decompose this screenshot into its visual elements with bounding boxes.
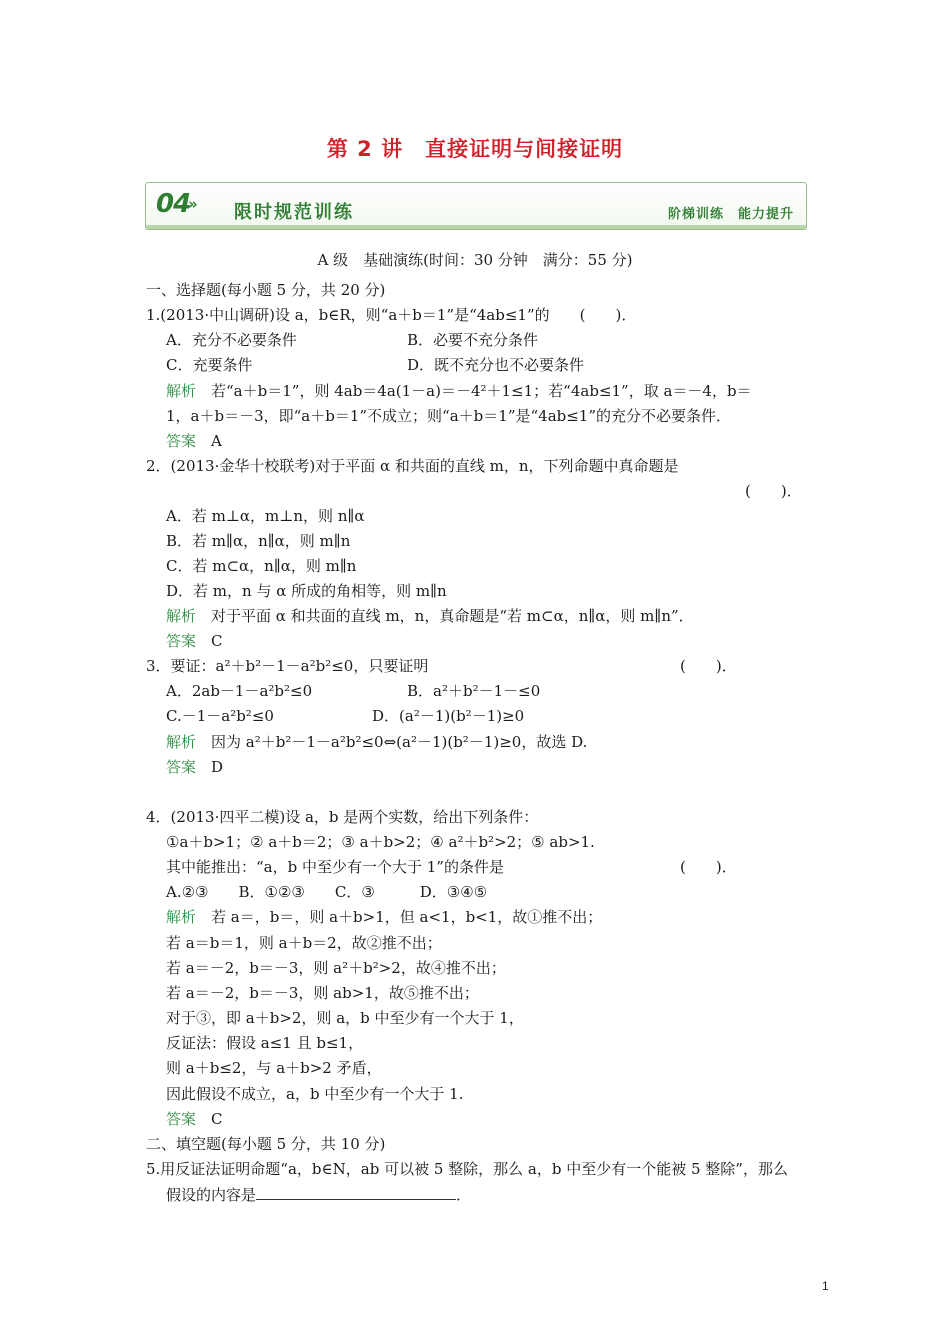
- line-text: D: [196, 758, 224, 776]
- answer-blank[interactable]: [256, 1185, 456, 1200]
- answer-label: 答案: [166, 758, 197, 776]
- text-line: [166, 958, 506, 978]
- line-text: 若 a＝－2，b＝－3，则 ab>1，故⑤推不出；: [166, 984, 479, 1002]
- text-line: [680, 857, 737, 877]
- level-subheading: A 级 基础演练(时间：30 分钟 满分：55 分): [317, 251, 633, 269]
- line-text: ( )．: [680, 657, 737, 675]
- text-line: [166, 381, 752, 401]
- text-line: [166, 681, 312, 701]
- text-line: [166, 631, 223, 651]
- line-text: A．若 m⊥α，m⊥n，则 n∥α: [166, 507, 365, 525]
- text-line: [166, 732, 587, 752]
- banner-subtitle: 阶梯训练 能力提升: [667, 207, 794, 222]
- text-line: [166, 581, 447, 601]
- line-text: 1.(2013·中山调研)设 a，b∈R，则“a＋b＝1”是“4ab≤1”的 ( )．: [146, 306, 637, 324]
- line-text: C．若 m⊂α，n∥α，则 m∥n: [166, 557, 357, 575]
- text-line: [166, 907, 602, 927]
- line-text: 二、填空题(每小题 5 分，共 10 分): [146, 1135, 386, 1153]
- text-line: [166, 857, 504, 877]
- text-line: [166, 1084, 463, 1104]
- line-text: A．2ab－1－a²b²≤0: [166, 682, 313, 700]
- text-line: [166, 406, 731, 426]
- text-line: [166, 1109, 223, 1129]
- line-text: B．a²＋b²－1－≤0: [407, 682, 541, 700]
- line-text: 其中能推出：“a，b 中至少有一个大于 1”的条件是: [166, 858, 504, 876]
- text-line: [146, 280, 385, 300]
- text-line: [166, 882, 487, 902]
- line-text: ( )．: [680, 858, 737, 876]
- line-text: 对于③，即 a＋b>2，则 a，b 中至少有一个大于 1，: [166, 1009, 524, 1027]
- text-line: [166, 506, 365, 526]
- analysis-label: 解析: [166, 733, 197, 751]
- line-tail: ．: [456, 1186, 472, 1204]
- text-line: [146, 656, 428, 676]
- page-number: 1: [822, 1279, 829, 1293]
- line-text: ( )．: [745, 482, 802, 500]
- text-line: [166, 606, 694, 626]
- banner-stripe: [146, 225, 806, 229]
- page-title: 第 2 讲 直接证明与间接证明: [326, 137, 624, 161]
- text-line: [166, 1033, 363, 1053]
- analysis-label: 解析: [166, 607, 197, 625]
- line-text: 反证法：假设 a≤1 且 b≤1，: [166, 1034, 364, 1052]
- line-text: B．若 m∥α，n∥α，则 m∥n: [166, 532, 351, 550]
- text-line: [407, 681, 540, 701]
- text-line: [166, 531, 350, 551]
- line-text: 若“a＋b＝1”，则 4ab＝4a(1－a)＝－4²＋1≤1；若“4ab≤1”，取 a＝－4，b＝: [196, 382, 752, 400]
- text-line: [166, 832, 595, 852]
- line-text: 对于平面 α 和共面的直线 m，n，真命题是“若 m⊂α，n∥α，则 m∥n”．: [196, 607, 694, 625]
- line-text: 若 a＝－2，b＝－3，则 a²＋b²>2，故④推不出；: [166, 959, 506, 977]
- answer-label: 答案: [166, 432, 197, 450]
- line-text: 则 a＋b≤2，与 a＋b>2 矛盾，: [166, 1059, 382, 1077]
- text-line: [407, 355, 584, 375]
- text-line: [146, 456, 679, 476]
- text-line: [166, 1058, 382, 1078]
- line-text: B．必要不充分条件: [407, 331, 539, 349]
- section-banner: [145, 182, 807, 230]
- line-text: 5.用反证法证明命题“a，b∈N，ab 可以被 5 整除，那么 a，b 中至少有一个能被 5 整除”，那么: [146, 1160, 788, 1178]
- line-text: ①a＋b>1；② a＋b＝2；③ a＋b>2；④ a²＋b²>2；⑤ ab>1.: [166, 833, 595, 851]
- double-arrow-icon: »: [188, 195, 198, 213]
- text-line: [372, 706, 524, 726]
- line-text: A.②③ B．①②③ C．③ D．③④⑤: [166, 883, 488, 901]
- text-line: [166, 757, 223, 777]
- line-text: C.－1－a²b²≤0: [166, 707, 274, 725]
- text-line: [166, 556, 356, 576]
- line-text: 因此假设不成立，a，b 中至少有一个大于 1.: [166, 1085, 464, 1103]
- line-text: 一、选择题(每小题 5 分，共 20 分): [146, 281, 386, 299]
- text-line: [166, 355, 252, 375]
- line-text: C: [196, 1110, 223, 1128]
- banner-number: 04: [156, 189, 191, 219]
- line-text: 4．(2013·四平二模)设 a，b 是两个实数，给出下列条件：: [146, 808, 539, 826]
- banner-title: 限时规范训练: [234, 202, 354, 223]
- text-line: [407, 330, 538, 350]
- line-text: C: [196, 632, 223, 650]
- text-line: [166, 330, 297, 350]
- text-line: [166, 983, 479, 1003]
- line-text: 若 a＝b＝1，则 a＋b＝2，故②推不出；: [166, 934, 442, 952]
- line-text: D．(a²－1)(b²－1)≥0: [372, 707, 525, 725]
- line-text: D．既不充分也不必要条件: [407, 356, 585, 374]
- line-text: 因为 a²＋b²－1－a²b²≤0⇔(a²－1)(b²－1)≥0，故选 D.: [196, 733, 588, 751]
- analysis-label: 解析: [166, 382, 197, 400]
- text-line: [146, 1159, 788, 1179]
- text-line: [166, 1008, 524, 1028]
- line-text: 1，a＋b＝－3，即“a＋b＝1”不成立；则“a＋b＝1”是“4ab≤1”的充分不必要条件．: [166, 407, 732, 425]
- line-text: 若 a＝，b＝，则 a＋b>1，但 a<1，b<1，故①推不出；: [196, 908, 603, 926]
- line-text: C．充要条件: [166, 356, 253, 374]
- text-line: [680, 656, 737, 676]
- analysis-label: 解析: [166, 908, 197, 926]
- line-text: A．充分不必要条件: [166, 331, 297, 349]
- text-line: [146, 1134, 385, 1154]
- text-line: [166, 706, 274, 726]
- line-text: 假设的内容是: [166, 1186, 257, 1204]
- line-text: 3．要证：a²＋b²－1－a²b²≤0，只要证明: [146, 657, 429, 675]
- text-line: [166, 933, 442, 953]
- text-line: [146, 305, 636, 325]
- line-text: 2．(2013·金华十校联考)对于平面 α 和共面的直线 m，n，下列命题中真命题是: [146, 457, 679, 475]
- text-line: [166, 431, 222, 451]
- answer-label: 答案: [166, 1110, 197, 1128]
- line-text: A: [196, 432, 222, 450]
- text-line: [745, 481, 802, 501]
- line-text: D．若 m，n 与 α 所成的角相等，则 m∥n: [166, 582, 447, 600]
- answer-label: 答案: [166, 632, 197, 650]
- text-line: [146, 807, 538, 827]
- text-line: [166, 1185, 471, 1205]
